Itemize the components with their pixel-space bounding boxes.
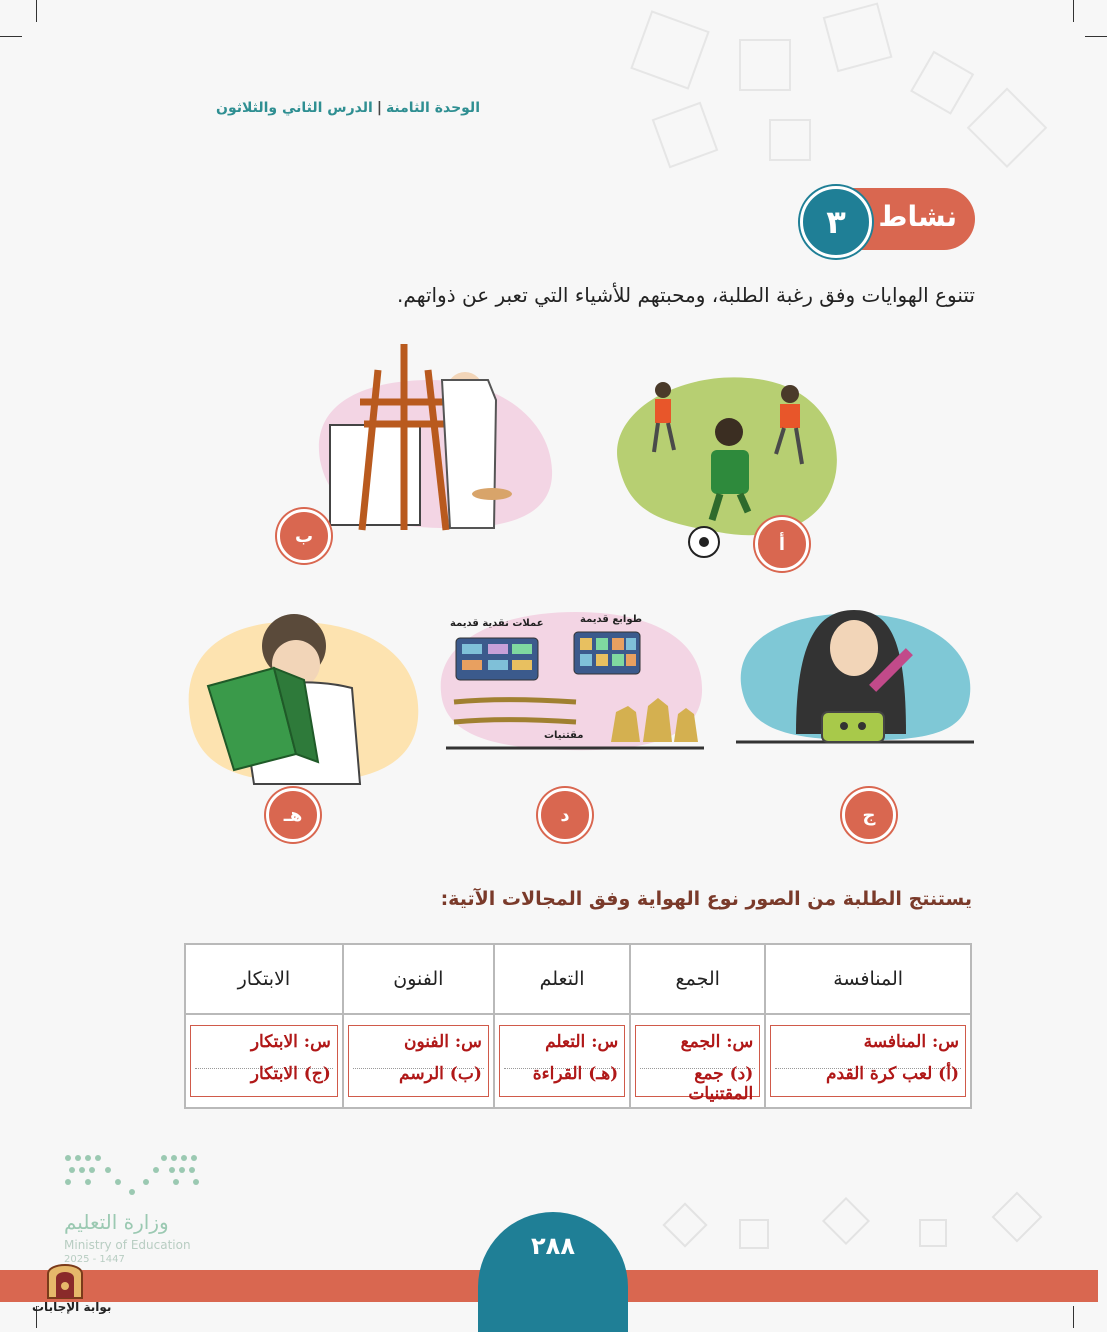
breadcrumb [180,100,480,124]
answer-question: س: الفنون [404,1032,482,1052]
footer-pattern [630,1190,1100,1270]
page-number: ٢٨٨ [531,1232,575,1260]
activity-label: نشاط [878,200,957,233]
crop-mark [1073,1306,1074,1328]
answer-value: (د) جمع المقتنيات [688,1064,754,1104]
table-header-row [185,944,971,1014]
answer-question: س: الابتكار [250,1032,331,1052]
answer-cell [185,1014,343,1108]
painter-illustration [310,340,555,535]
portal-logo-icon [44,1256,86,1300]
answer-box[interactable] [770,1025,966,1097]
inventor-illustration [736,604,974,746]
answer-value: (ج) الابتكار [250,1064,331,1084]
ministry-years: 2025 - 1447 [64,1254,125,1265]
answer-box[interactable] [190,1025,338,1097]
label-e-badge: هـ [266,788,320,842]
answer-cell [630,1014,765,1108]
portal-name: بوابة الإجابات [32,1300,112,1314]
answer-box[interactable] [635,1025,760,1104]
answer-cell [494,1014,630,1108]
header-innovation: الابتكار [185,944,343,1014]
label-b-badge: ب [277,509,331,563]
stamps-label: طوابع قديمة [580,614,643,625]
answer-cell [765,1014,971,1108]
header-arts: الفنون [343,944,494,1014]
reader-illustration [184,598,424,788]
answer-value: (أ) لعب كرة القدم [826,1064,959,1084]
label-c-badge: ج [842,788,896,842]
ministry-name-en: Ministry of Education [64,1238,191,1252]
answer-question: س: المنافسة [863,1032,959,1052]
answer-value: (ب) الرسم [399,1064,482,1084]
answer-box[interactable] [499,1025,625,1097]
lesson-title: الدرس الثاني والثلاثون [216,100,373,116]
coins-label: عملات نقدية قديمة [450,618,544,629]
answer-question: س: التعلم [545,1032,619,1052]
ministry-logo-dots [64,1152,200,1196]
ministry-name-ar: وزارة التعليم [64,1210,169,1234]
answer-value: (هـ) القراءة [532,1064,619,1084]
answer-question: س: الجمع [680,1032,754,1052]
table-answer-row [185,1014,971,1108]
items-label: مقتنيات [544,730,584,741]
intro-text: تتنوع الهوايات وفق رغبة الطلبة، ومحبتهم للأشياء التي تعبر عن ذواتهم. [397,283,975,307]
crop-mark [0,36,22,37]
instruction-text: يستنتج الطلبة من الصور نوع الهواية وفق المجالات الآتية: [440,888,972,910]
header-learning: التعلم [494,944,630,1014]
answer-box[interactable] [348,1025,489,1097]
collectibles-illustration [436,602,706,752]
hobbies-table [184,943,972,1109]
label-d-badge: د [538,788,592,842]
header-competition: المنافسة [765,944,971,1014]
background-pattern [620,0,1107,200]
unit-title: الوحدة الثامنة [385,100,480,116]
page-number-tab [478,1212,628,1332]
header-collecting: الجمع [630,944,765,1014]
label-a-badge: أ [755,517,809,571]
crop-mark [36,0,37,22]
answer-cell [343,1014,494,1108]
activity-number: ٣ [800,186,872,258]
breadcrumb-separator: | [376,100,382,116]
